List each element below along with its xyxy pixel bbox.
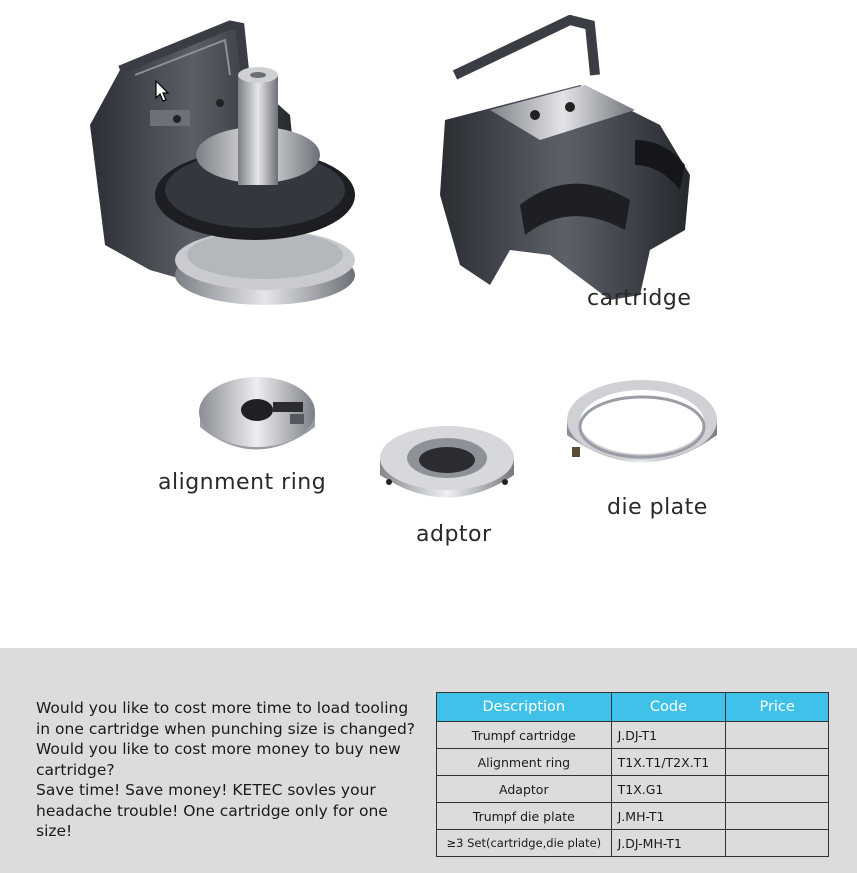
adaptor-photo: [377, 420, 517, 510]
cartridge-caption: cartridge: [587, 286, 692, 311]
alignment-ring-caption: alignment ring: [158, 470, 327, 495]
description-cell: Alignment ring: [437, 749, 612, 776]
description-cell: Adaptor: [437, 776, 612, 803]
code-cell: T1X.G1: [611, 776, 726, 803]
price-cell: [726, 749, 829, 776]
die-plate-caption: die plate: [607, 495, 708, 520]
description-cell: ≥3 Set(cartridge,die plate): [437, 830, 612, 857]
price-cell: [726, 803, 829, 830]
pitch-line: Would you like to cost more time to load tooling in one cartridge when punching size is changed?: [36, 699, 416, 738]
table-row: [437, 803, 829, 830]
code-cell: J.DJ-MH-T1: [611, 830, 726, 857]
price-header: Price: [726, 693, 829, 722]
code-cell: J.MH-T1: [611, 803, 726, 830]
die-plate-photo: [562, 375, 722, 480]
code-cell: J.DJ-T1: [611, 722, 726, 749]
price-table: [436, 692, 829, 857]
price-cell: [726, 722, 829, 749]
table-header-row: [437, 693, 829, 722]
sales-pitch: [36, 698, 426, 842]
pitch-line: Save time! Save money! KETEC sovles your headache trouble! One cartridge only for one size!: [36, 781, 388, 840]
price-cell: [726, 830, 829, 857]
code-header: Code: [611, 693, 726, 722]
adaptor-caption: adptor: [416, 522, 492, 547]
description-header: Description: [437, 693, 612, 722]
table-row: [437, 830, 829, 857]
assembled-cartridge-photo: [80, 15, 370, 315]
table-row: [437, 776, 829, 803]
cartridge-photo: [430, 15, 700, 305]
description-cell: Trumpf die plate: [437, 803, 612, 830]
table-row: [437, 749, 829, 776]
price-cell: [726, 776, 829, 803]
alignment-ring-photo: [195, 372, 320, 457]
table-row: [437, 722, 829, 749]
mouse-cursor-icon: [155, 80, 171, 104]
pitch-line: Would you like to cost more money to buy new cartridge?: [36, 740, 401, 779]
code-cell: T1X.T1/T2X.T1: [611, 749, 726, 776]
description-cell: Trumpf cartridge: [437, 722, 612, 749]
